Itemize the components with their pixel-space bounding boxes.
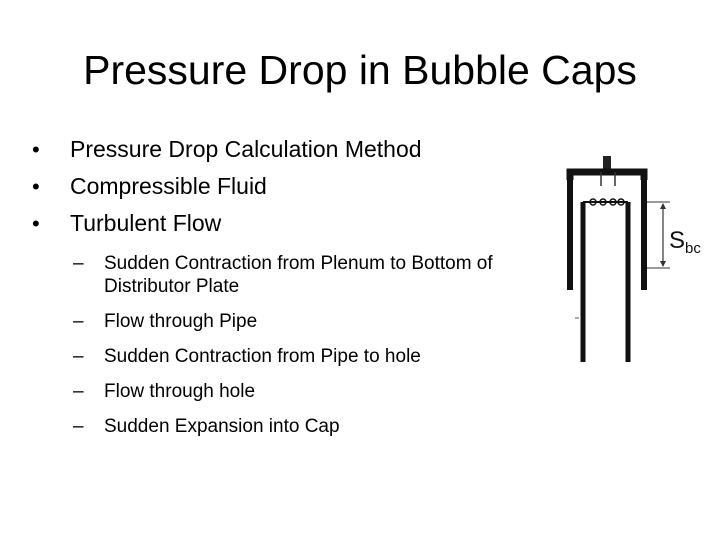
bullet-marker: • bbox=[32, 137, 40, 162]
sub-bullet-text: Flow through Pipe bbox=[104, 311, 258, 332]
sub-bullet-marker: – bbox=[73, 346, 84, 367]
sub-bullet-text: Flow through hole bbox=[104, 381, 256, 402]
sub-bullet-item bbox=[73, 252, 523, 298]
sub-bullet-marker: – bbox=[73, 253, 84, 274]
arrow-up-icon bbox=[660, 203, 666, 209]
sub-bullet-marker: – bbox=[73, 311, 84, 332]
sub-bullet-list bbox=[73, 252, 523, 450]
bullet-item bbox=[30, 205, 550, 242]
sub-bullet-text: Sudden Contraction from Pipe to hole bbox=[104, 346, 421, 367]
bullet-item bbox=[30, 168, 550, 205]
dimension-label-main: S bbox=[669, 227, 686, 254]
sub-bullet-text: Sudden Expansion into Cap bbox=[104, 416, 340, 437]
cap-shell bbox=[570, 172, 644, 180]
bubble-cap-diagram bbox=[555, 150, 715, 370]
bullet-marker: • bbox=[32, 211, 40, 236]
sub-bullet-marker: – bbox=[73, 416, 84, 437]
bullet-text: Compressible Fluid bbox=[70, 173, 267, 199]
bullet-text: Turbulent Flow bbox=[70, 210, 222, 236]
arrow-down-icon bbox=[660, 261, 666, 267]
sub-bullet-item bbox=[73, 345, 523, 368]
sub-bullet-marker: – bbox=[73, 381, 84, 402]
sub-bullet-item bbox=[73, 380, 523, 403]
bullet-list bbox=[30, 131, 550, 242]
sub-bullet-text: Sudden Contraction from Plenum to Bottom of Distributor Plate bbox=[104, 253, 493, 297]
bullet-marker: • bbox=[32, 174, 40, 199]
dimension-label-sub: bc bbox=[685, 240, 701, 257]
bullet-item bbox=[30, 131, 550, 168]
dimension-label bbox=[669, 227, 701, 257]
sub-bullet-item bbox=[73, 310, 523, 333]
bullet-text: Pressure Drop Calculation Method bbox=[70, 136, 422, 162]
slide-title: Pressure Drop in Bubble Caps bbox=[83, 47, 637, 93]
sub-bullet-item bbox=[73, 415, 523, 438]
